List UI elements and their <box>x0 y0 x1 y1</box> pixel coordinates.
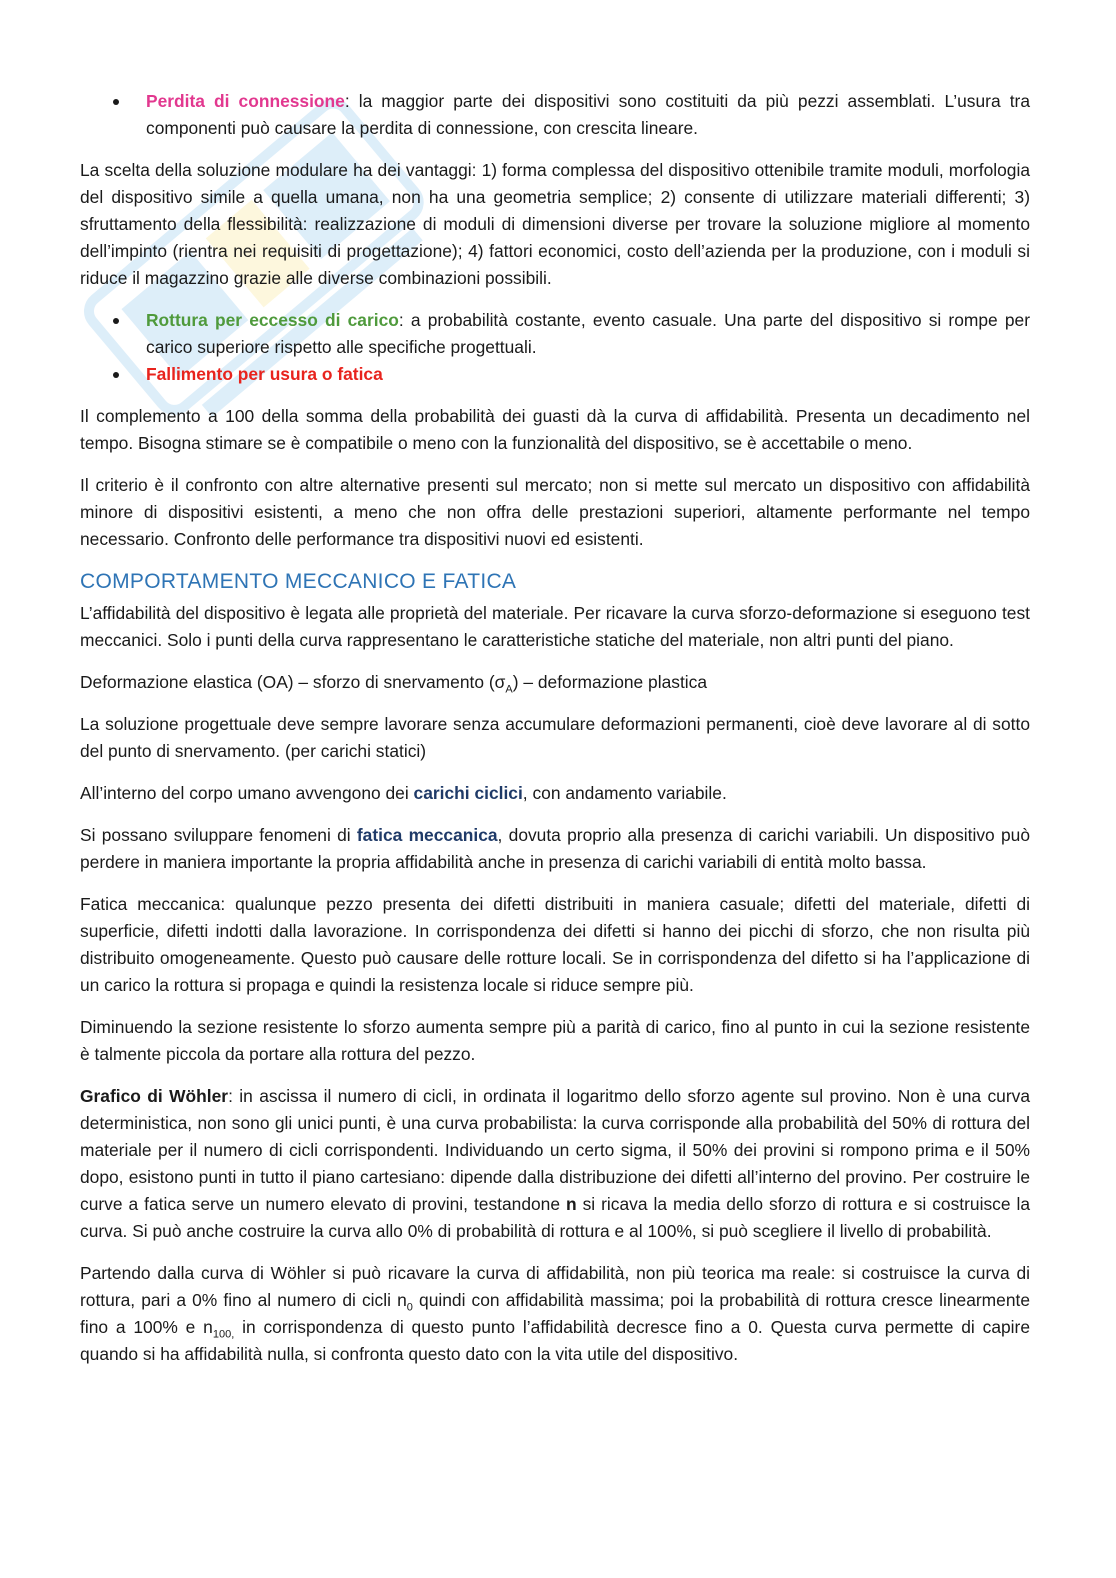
bullet-icon <box>113 318 119 324</box>
bold-n: n <box>566 1194 577 1214</box>
list-item <box>80 88 1030 142</box>
paragraph-wohler <box>80 1083 1030 1245</box>
text-span: : in ascissa il numero di cicli, in ordinata il logaritmo dello sforzo agente sul provino. Non è una curva deterministica, non sono gli unici punti, è una curva probabilista: la curva corrisponde alla probabilità del 50% di rottura del materiale per il numero di cicli corrispondenti. Individuando un certo sigma, il 50% dei provini si rompono prima e il 50% dopo, esistono punti in tutto il piano cartesiano: dipende dalla distribuzione dei difetti all’interno del provino. Per costruire le curve a fatica serve un numero elevato di provini, testandone <box>80 1086 1031 1214</box>
text-span: quindi con affidabilità massima; poi la probabilità di rottura cresce linearmente fino a 100% e n <box>80 1290 1030 1337</box>
list-item <box>80 361 1030 388</box>
bullet-list-rottura <box>80 307 1030 388</box>
document-page <box>80 88 1030 1383</box>
bullet-icon <box>113 99 119 105</box>
subscript: 100, <box>212 1328 235 1341</box>
paragraph-criterio: Il criterio è il confronto con altre alternative presenti sul mercato; non si mette sul mercato un dispositivo con affidabilità minore di dispositivi esistenti, a meno che non offra delle prestazioni superiori, altamente performante nel tempo necessario. Confronto delle performance tra dispositivi nuovi ed esistenti. <box>80 475 1030 549</box>
paragraph-soluzione: La soluzione progettuale deve sempre lavorare senza accumulare deformazioni permanenti, cioè deve lavorare al di sotto del punto di snervamento. (per carichi statici) <box>80 714 1030 761</box>
subscript: A <box>505 683 513 696</box>
paragraph-complemento: Il complemento a 100 della somma della probabilità dei guasti dà la curva di affidabilità. Presenta un decadimento nel tempo. Bisogna stimare se è compatibile o meno con la funzionalità del dispositivo, se è accettabile o meno. <box>80 406 1030 453</box>
term-fatica-meccanica: fatica meccanica <box>356 825 498 845</box>
text-span: Si possano sviluppare fenomeni di <box>80 825 357 845</box>
text-span: Deformazione elastica (OA) – sforzo di snervamento (σ <box>80 672 506 692</box>
term-perdita-connessione: Perdita di connessione <box>146 91 345 111</box>
paragraph-carichi <box>80 780 1030 807</box>
term-carichi-ciclici: carichi ciclici <box>413 783 523 803</box>
paragraph-modular: La scelta della soluzione modulare ha dei vantaggi: 1) forma complessa del dispositivo ottenibile tramite moduli, morfologia del dispositivo simile a quella umana, non ha una geometria semplice; 2) consente di utilizzare materiali differenti; 3) sfruttamento della flessibilità: realizzazione di moduli di dimensioni diverse per trovare la soluzione migliore al momento dell’impinto (rientra nei requisiti di progettazione); 4) fattori economici, costo dell’azienda per la produzione, con i moduli si riduce il magazzino grazie alle diverse combinazioni possibili. <box>80 160 1030 288</box>
text-span: ) – deformazione plastica <box>512 672 708 692</box>
text-span: Partendo dalla curva di Wöhler si può ricavare la curva di affidabilità, non più teorica ma reale: si costruisce la curva di rottura, pari a 0% fino al numero di cicli n <box>80 1263 1030 1310</box>
bullet-icon <box>113 372 119 378</box>
paragraph-diminuendo: Diminuendo la sezione resistente lo sforzo aumenta sempre più a parità di carico, fino al punto in cui la sezione resistente è talmente piccola da portare alla rottura del pezzo. <box>80 1017 1030 1064</box>
list-item-text: : la maggior parte dei dispositivi sono costituiti da più pezzi assemblati. L’usura tra componenti può causare la perdita di connessione, con crescita lineare. <box>146 91 1030 138</box>
text-span: si ricava la media dello sforzo di rottura e si costruisce la curva. Si può anche costruire la curva allo 0% di probabilità di rottura e al 100%, si può scegliere il livello di probabilità. <box>80 1194 1031 1241</box>
subscript: 0 <box>406 1301 413 1314</box>
paragraph-partendo <box>80 1260 1030 1368</box>
section-heading: COMPORTAMENTO MECCANICO E FATICA <box>80 570 517 593</box>
list-item <box>80 307 1030 361</box>
term-grafico-wohler: Grafico di Wöhler <box>80 1086 229 1106</box>
term-fallimento-usura: Fallimento per usura o fatica <box>146 364 383 384</box>
paragraph-affidabilita: L’affidabilità del dispositivo è legata alle proprietà del materiale. Per ricavare la curva sforzo-deformazione si eseguono test meccanici. Solo i punti della curva rappresentano le caratteristiche statiche del materiale, non altri punti del piano. <box>80 603 1030 650</box>
list-item-text: : a probabilità costante, evento casuale. Una parte del dispositivo si rompe per carico superiore rispetto alle specifiche progettuali. <box>146 310 1030 357</box>
paragraph-deformazione <box>80 669 1030 696</box>
text-span: All’interno del corpo umano avvengono dei <box>80 783 414 803</box>
term-rottura-carico: Rottura per eccesso di carico <box>146 310 399 330</box>
paragraph-fatica-meccanica: Fatica meccanica: qualunque pezzo presenta dei difetti distribuiti in maniera casuale; difetti del materiale, difetti di superficie, difetti indotti dalla lavorazione. In corrispondenza dei difetti si hanno dei picchi di sforzo, che non risulta più distribuito omogeneamente. Questo può causare delle rotture locali. Se in corrispondenza del difetto si ha l’applicazione di un carico la rottura si propaga e quindi la resistenza locale si riduce sempre più. <box>80 894 1030 995</box>
text-span: , dovuta proprio alla presenza di carichi variabili. Un dispositivo può perdere in maniera importante la propria affidabilità anche in presenza di carichi variabili di entità molto bassa. <box>80 825 1031 872</box>
paragraph-fatica <box>80 822 1030 876</box>
text-span: , con andamento variabile. <box>522 783 727 803</box>
text-span: in corrispondenza di questo punto l’affidabilità decresce fino a 0. Questa curva permette di capire quando si ha affidabilità nulla, si confronta questo dato con la vita utile del dispositivo. <box>80 1317 1030 1364</box>
bullet-list-connessione <box>80 88 1030 142</box>
